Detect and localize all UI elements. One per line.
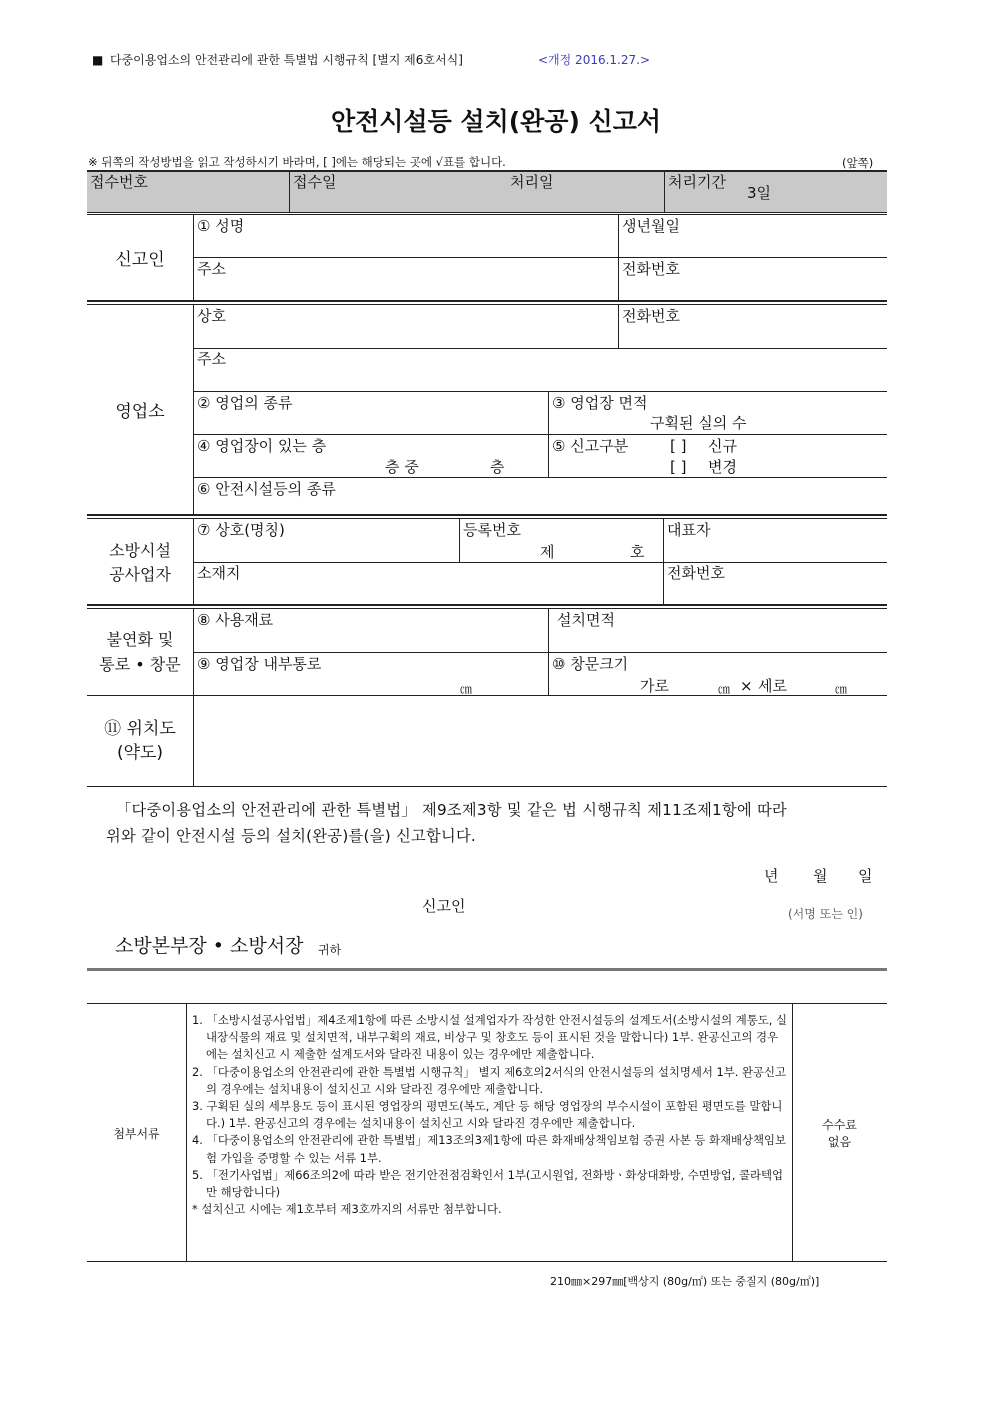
- fee-value: 없음: [827, 1135, 852, 1149]
- receipt-number-label: 접수번호: [90, 173, 148, 191]
- business-area-label: ③ 영업장 면적: [552, 394, 648, 412]
- reporter-phone-label: 전화번호: [622, 260, 680, 278]
- business-rooms-label: 구획된 실의 수: [650, 414, 747, 432]
- attachments-list: [192, 1012, 788, 1218]
- receipt-date-label: 접수일: [293, 173, 337, 191]
- divider: [87, 968, 887, 971]
- header-law-ref: 다중이용업소의 안전관리에 관한 특별법 시행규칙 [별지 제6호서식]: [110, 53, 463, 67]
- attachments-label: 첨부서류: [113, 1127, 160, 1141]
- fireproof-section-label-2: 통로 • 창문: [99, 655, 181, 674]
- new-label: 신규: [708, 437, 737, 455]
- fee-label: 수수료: [822, 1118, 857, 1132]
- business-address-label: 주소: [197, 350, 226, 368]
- contractor-section-label-2: 공사업자: [109, 565, 171, 584]
- signature-label: 신고인: [422, 897, 466, 915]
- business-report-type-label: ⑤ 신고구분: [552, 437, 629, 455]
- facility-type-label: ⑥ 안전시설등의 종류: [197, 480, 336, 498]
- contractor-reg-label: 등록번호: [463, 521, 521, 539]
- window-width-label: 가로: [640, 677, 669, 695]
- times-sign: ×: [740, 677, 753, 695]
- business-phone-label: 전화번호: [622, 307, 680, 325]
- checkbox-change[interactable]: [ ]: [670, 458, 687, 476]
- notice-text: ※ 뒤쪽의 작성방법을 읽고 작성하시기 바라며, [ ]에는 해당되는 곳에 √표를 합니다.: [88, 155, 506, 169]
- passage-unit: ㎝: [460, 682, 473, 696]
- header-revision: <개정 2016.1.27.>: [538, 53, 650, 67]
- checkbox-new[interactable]: [ ]: [670, 437, 687, 455]
- fireproof-section-label-1: 불연화 및: [106, 630, 174, 649]
- business-floor-unit: 층: [490, 458, 505, 476]
- header-bullet: ■: [92, 53, 104, 67]
- location-map-label-1: ⑪ 위치도: [104, 719, 176, 739]
- business-trade-name-label: 상호: [197, 307, 226, 325]
- statement-line-1: 「다중이용업소의 안전관리에 관한 특별법」 제9조제3항 및 같은 법 시행규칙 제11조제1항에 따라: [116, 801, 788, 819]
- contractor-rep-label: 대표자: [667, 521, 711, 539]
- install-area-label: 설치면적: [557, 611, 615, 629]
- contractor-section-label-1: 소방시설: [109, 541, 171, 560]
- attachment-item-4: 4. 「다중이용업소의 안전관리에 관한 특별법」제13조의3제1항에 따른 화재배상책임보험 증권 사본 등 화재배상책임보험 가입을 증명할 수 있는 서류 1부.: [192, 1133, 786, 1165]
- page-title: 안전시설등 설치(완공) 신고서: [330, 107, 662, 136]
- attachment-item-2: 2. 「다중이용업소의 안전관리에 관한 특별법 시행규칙」 별지 제6호의2서식의 안전시설등의 설치명세서 1부. 완공신고의 경우에는 설치내용이 설치신고 시와 달라진 경우에만 제출합니다.: [192, 1064, 786, 1096]
- contractor-reg-prefix: 제: [540, 543, 555, 561]
- business-floor-mid: 층 중: [385, 458, 419, 476]
- window-height-unit: ㎝: [835, 682, 848, 696]
- date-month: 월: [813, 867, 828, 885]
- process-date-label: 처리일: [510, 173, 554, 191]
- addressee-suffix: 귀하: [318, 943, 342, 957]
- date-day: 일: [858, 867, 873, 885]
- reporter-birth-label: 생년월일: [622, 217, 680, 235]
- attachment-note: * 설치신고 시에는 제1호부터 제3호까지의 서류만 첨부합니다.: [192, 1202, 502, 1217]
- contractor-location-label: 소재지: [197, 564, 241, 582]
- attachment-item-5: 5. 「전기사업법」제66조의2에 따라 받은 전기안전점검확인서 1부(고시원업, 전화방ㆍ화상대화방, 수면방업, 콜라텍업만 해당합니다): [192, 1167, 784, 1200]
- window-width-unit: ㎝: [718, 682, 731, 696]
- attachment-item-3: 3. 구획된 실의 세부용도 등이 표시된 영업장의 평면도(복도, 계단 등 해당 영업장의 부수시설이 포함된 평면도를 말합니다.) 1부. 완공신고의 경우에는 설치내용이 설치신고 시와 달라진 경우에만 제출합니다.: [192, 1099, 783, 1131]
- page-side: (앞쪽): [842, 156, 874, 170]
- contractor-phone-label: 전화번호: [667, 564, 725, 582]
- contractor-reg-suffix: 호: [630, 543, 645, 561]
- change-label: 변경: [708, 458, 737, 476]
- passage-label: ⑨ 영업장 내부통로: [197, 655, 322, 673]
- date-year: 년: [764, 867, 779, 885]
- paper-spec: 210㎜×297㎜[백상지 (80g/㎡) 또는 중질지 (80g/㎡)]: [550, 1275, 820, 1288]
- attachment-item-1: 1. 「소방시설공사업법」제4조제1항에 따른 소방시설 설계업자가 작성한 안전시설등의 설계도서(소방시설의 계통도, 실내장식물의 재료 및 설치면적, 내부구획의 재료, 비상구 및 창호도 등이 표시된 것을 말합니다) 1부. 완공신고의 경우에는 설치신고 시 제출한 설계도서와 달라진 내용이 있는 경우에만 제출합니다.: [192, 1013, 787, 1062]
- reporter-section-label: 신고인: [115, 250, 165, 270]
- business-type-label: ② 영업의 종류: [197, 394, 293, 412]
- location-map-label-2: (약도): [116, 743, 164, 763]
- business-floor-label: ④ 영업장이 있는 층: [197, 437, 327, 455]
- statement-line-2: 위와 같이 안전시설 등의 설치(완공)를(을) 신고합니다.: [106, 827, 477, 845]
- reporter-name-label: ① 성명: [197, 217, 245, 235]
- reporter-address-label: 주소: [197, 260, 226, 278]
- material-label: ⑧ 사용재료: [197, 611, 274, 629]
- addressee-name: 소방본부장 • 소방서장: [115, 935, 304, 957]
- process-period-value: 3일: [747, 184, 772, 202]
- process-period-label: 처리기간: [668, 173, 726, 191]
- contractor-name-label: ⑦ 상호(명칭): [197, 521, 285, 539]
- window-label: ⑩ 창문크기: [552, 655, 629, 673]
- business-section-label: 영업소: [115, 402, 165, 422]
- window-height-label: 세로: [758, 677, 787, 695]
- signature-note: (서명 또는 인): [788, 907, 863, 921]
